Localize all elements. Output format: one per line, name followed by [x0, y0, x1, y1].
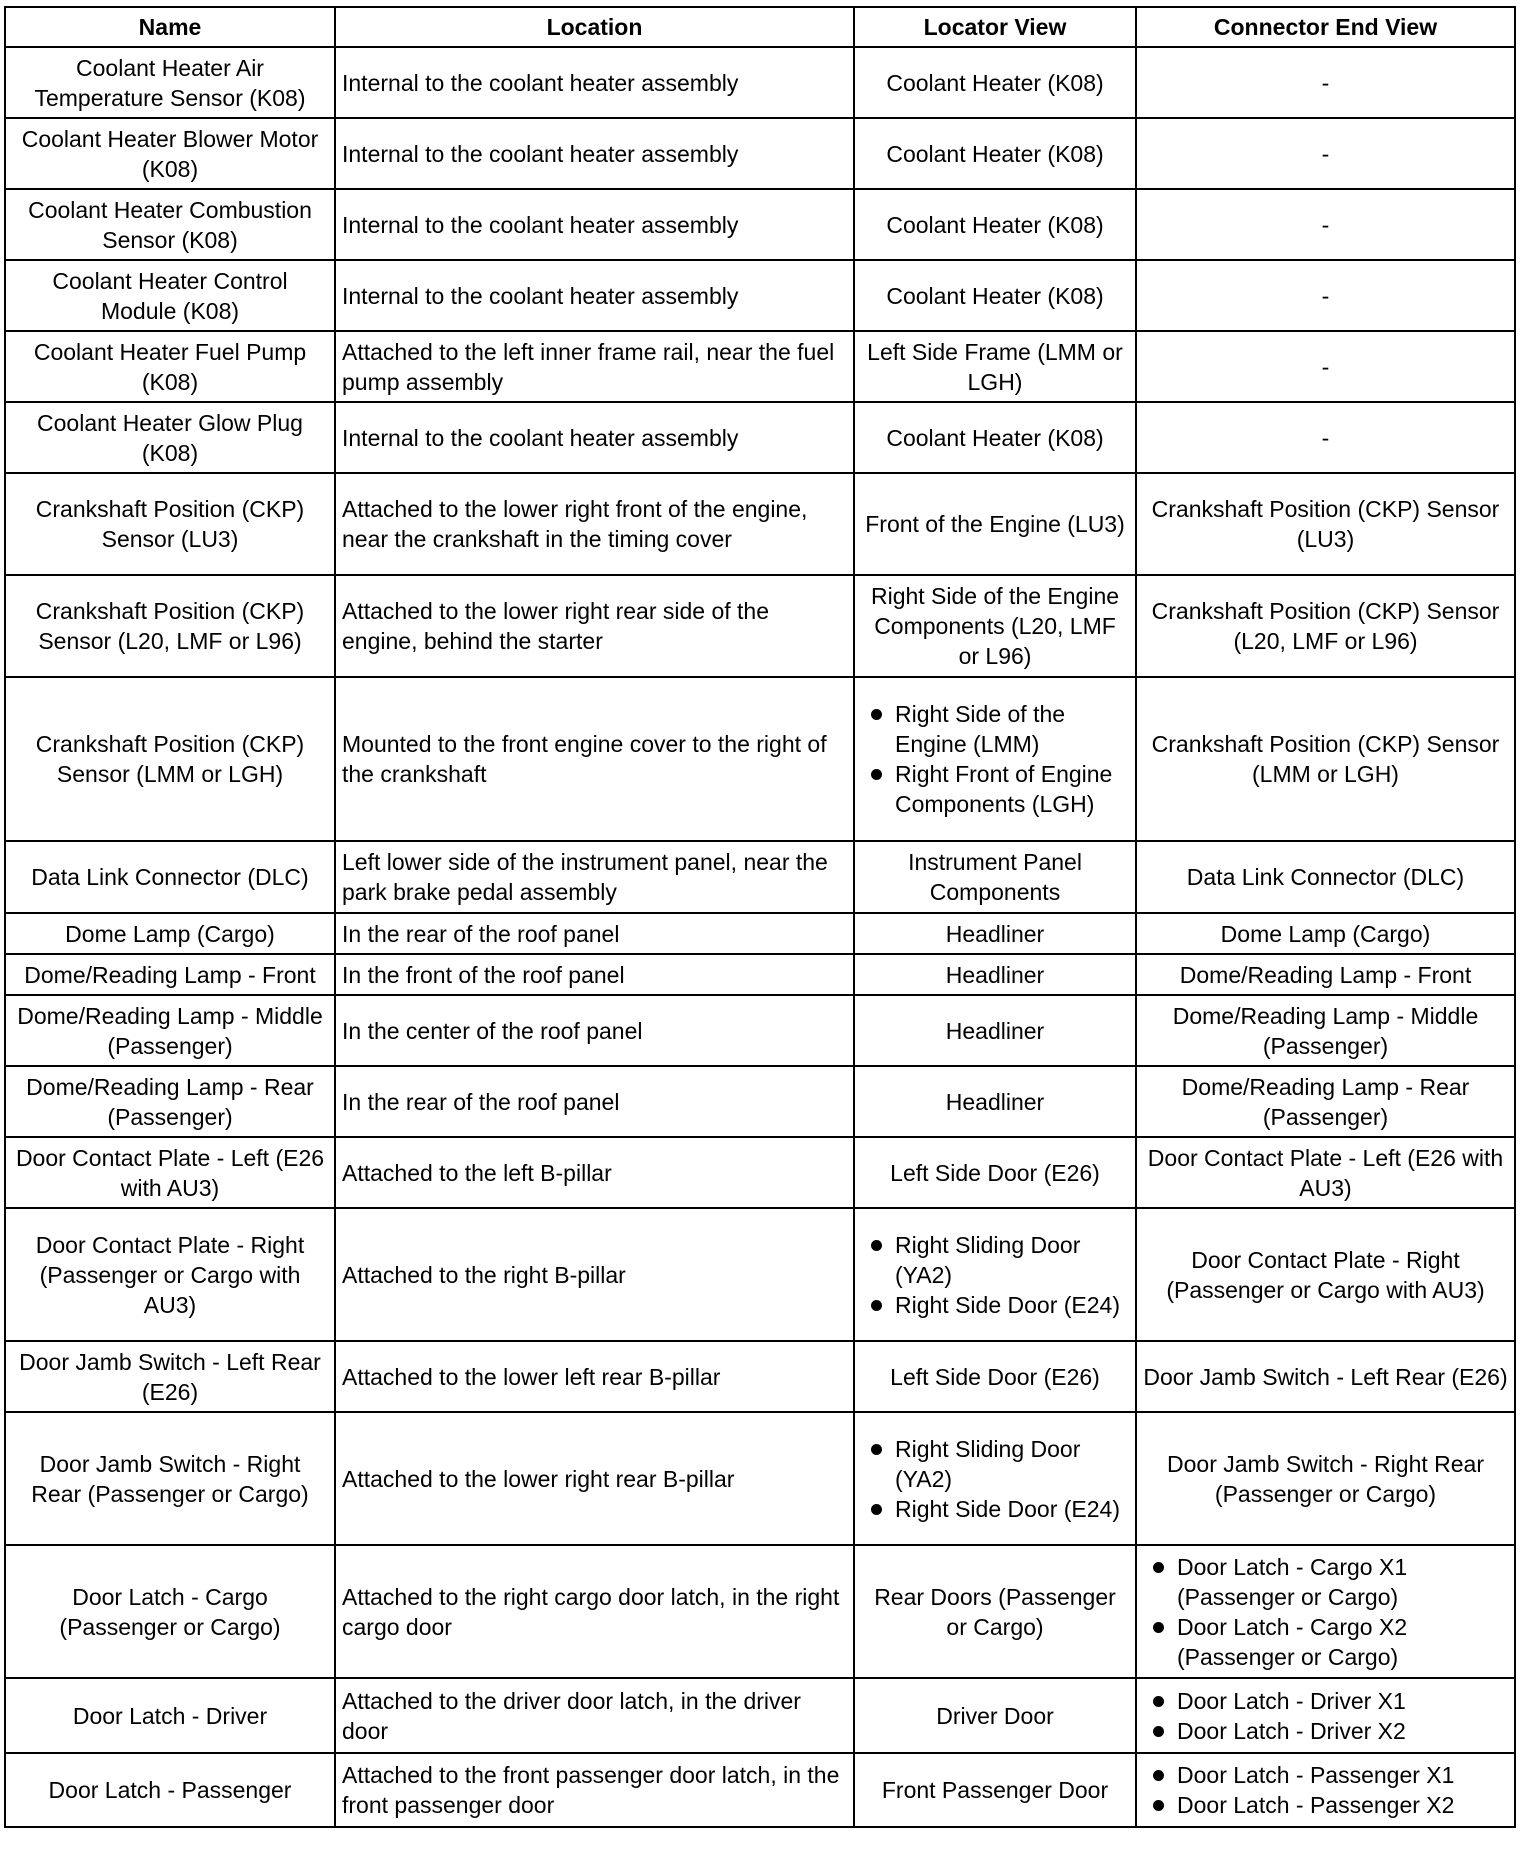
cell-locator-view: Coolant Heater (K08): [854, 402, 1136, 473]
table-row: [5, 402, 1515, 473]
component-locator-table-wrapper: [4, 6, 1514, 1828]
cell-locator-view: Front of the Engine (LU3): [854, 473, 1136, 575]
cell-name: Dome/Reading Lamp - Rear (Passenger): [5, 1066, 335, 1137]
cell-locator-view: Instrument Panel Components: [854, 841, 1136, 913]
cell-locator-view: Coolant Heater (K08): [854, 189, 1136, 260]
connector-end-view-list: [1143, 1552, 1508, 1672]
table-row: [5, 954, 1515, 995]
table-row: [5, 1208, 1515, 1341]
cell-location: Attached to the right cargo door latch, in the right cargo door: [335, 1545, 854, 1678]
cell-name: Crankshaft Position (CKP) Sensor (LMM or LGH): [5, 677, 335, 841]
table-row: [5, 1545, 1515, 1678]
cell-name: Coolant Heater Combustion Sensor (K08): [5, 189, 335, 260]
list-item: Door Latch - Passenger X2: [1143, 1790, 1508, 1820]
cell-connector-end-view: -: [1136, 402, 1515, 473]
table-row: [5, 1066, 1515, 1137]
cell-location: Internal to the coolant heater assembly: [335, 402, 854, 473]
cell-location: In the center of the roof panel: [335, 995, 854, 1066]
connector-end-view-list: [1143, 1686, 1508, 1746]
cell-connector-end-view: Crankshaft Position (CKP) Sensor (L20, LMF or L96): [1136, 575, 1515, 677]
table-row: [5, 995, 1515, 1066]
cell-connector-end-view: Door Jamb Switch - Left Rear (E26): [1136, 1341, 1515, 1412]
header-locator-view: Locator View: [854, 7, 1136, 47]
list-item: Right Front of Engine Components (LGH): [861, 759, 1129, 819]
cell-location: In the rear of the roof panel: [335, 1066, 854, 1137]
table-row: [5, 913, 1515, 954]
table-row: [5, 1678, 1515, 1753]
cell-locator-view: Headliner: [854, 1066, 1136, 1137]
cell-locator-view: Right Side of the Engine Components (L20, LMF or L96): [854, 575, 1136, 677]
cell-connector-end-view: -: [1136, 47, 1515, 118]
cell-connector-end-view: Data Link Connector (DLC): [1136, 841, 1515, 913]
cell-name: Door Jamb Switch - Left Rear (E26): [5, 1341, 335, 1412]
cell-connector-end-view: -: [1136, 118, 1515, 189]
list-item: Right Sliding Door (YA2): [861, 1230, 1129, 1290]
cell-connector-end-view: -: [1136, 189, 1515, 260]
cell-connector-end-view: Dome Lamp (Cargo): [1136, 913, 1515, 954]
cell-name: Door Contact Plate - Right (Passenger or Cargo with AU3): [5, 1208, 335, 1341]
list-item: Right Side of the Engine (LMM): [861, 699, 1129, 759]
cell-name: Coolant Heater Blower Motor (K08): [5, 118, 335, 189]
cell-location: In the front of the roof panel: [335, 954, 854, 995]
locator-view-list: [861, 699, 1129, 819]
table-row: [5, 575, 1515, 677]
cell-locator-view: Front Passenger Door: [854, 1753, 1136, 1827]
header-location: Location: [335, 7, 854, 47]
cell-name: Dome Lamp (Cargo): [5, 913, 335, 954]
locator-view-list: [861, 1434, 1129, 1524]
cell-location: Internal to the coolant heater assembly: [335, 47, 854, 118]
cell-name: Coolant Heater Glow Plug (K08): [5, 402, 335, 473]
list-item: Right Side Door (E24): [861, 1494, 1129, 1524]
cell-location: Attached to the lower left rear B-pillar: [335, 1341, 854, 1412]
locator-view-list: [861, 1230, 1129, 1320]
cell-locator-view: Left Side Door (E26): [854, 1341, 1136, 1412]
list-item: Door Latch - Cargo X2 (Passenger or Cargo): [1143, 1612, 1508, 1672]
cell-locator-view: Left Side Frame (LMM or LGH): [854, 331, 1136, 402]
cell-name: Coolant Heater Air Temperature Sensor (K08): [5, 47, 335, 118]
table-row: [5, 331, 1515, 402]
list-item: Door Latch - Driver X1: [1143, 1686, 1508, 1716]
cell-location: Attached to the front passenger door latch, in the front passenger door: [335, 1753, 854, 1827]
cell-name: Dome/Reading Lamp - Front: [5, 954, 335, 995]
cell-name: Coolant Heater Control Module (K08): [5, 260, 335, 331]
cell-name: Door Jamb Switch - Right Rear (Passenger or Cargo): [5, 1412, 335, 1545]
cell-name: Data Link Connector (DLC): [5, 841, 335, 913]
cell-connector-end-view: -: [1136, 260, 1515, 331]
table-row: [5, 260, 1515, 331]
cell-locator-view: Coolant Heater (K08): [854, 118, 1136, 189]
cell-location: Attached to the right B-pillar: [335, 1208, 854, 1341]
cell-name: Dome/Reading Lamp - Middle (Passenger): [5, 995, 335, 1066]
list-item: Door Latch - Passenger X1: [1143, 1760, 1508, 1790]
cell-locator-view: Headliner: [854, 995, 1136, 1066]
cell-connector-end-view: Dome/Reading Lamp - Front: [1136, 954, 1515, 995]
cell-connector-end-view: Door Contact Plate - Right (Passenger or Cargo with AU3): [1136, 1208, 1515, 1341]
cell-location: Attached to the left B-pillar: [335, 1137, 854, 1208]
list-item: Right Side Door (E24): [861, 1290, 1129, 1320]
cell-locator-view: Headliner: [854, 954, 1136, 995]
table-row: [5, 118, 1515, 189]
cell-locator-view: Left Side Door (E26): [854, 1137, 1136, 1208]
cell-locator-view: [854, 677, 1136, 841]
table-row: [5, 677, 1515, 841]
cell-name: Coolant Heater Fuel Pump (K08): [5, 331, 335, 402]
cell-locator-view: Driver Door: [854, 1678, 1136, 1753]
cell-connector-end-view: Crankshaft Position (CKP) Sensor (LU3): [1136, 473, 1515, 575]
cell-connector-end-view: Dome/Reading Lamp - Rear (Passenger): [1136, 1066, 1515, 1137]
table-row: [5, 1753, 1515, 1827]
header-name: Name: [5, 7, 335, 47]
table-row: [5, 841, 1515, 913]
table-row: [5, 1412, 1515, 1545]
cell-location: Left lower side of the instrument panel, near the park brake pedal assembly: [335, 841, 854, 913]
list-item: Door Latch - Cargo X1 (Passenger or Cargo): [1143, 1552, 1508, 1612]
cell-locator-view: Rear Doors (Passenger or Cargo): [854, 1545, 1136, 1678]
cell-connector-end-view: Dome/Reading Lamp - Middle (Passenger): [1136, 995, 1515, 1066]
cell-location: In the rear of the roof panel: [335, 913, 854, 954]
table-row: [5, 473, 1515, 575]
cell-name: Door Contact Plate - Left (E26 with AU3): [5, 1137, 335, 1208]
table-row: [5, 47, 1515, 118]
cell-connector-end-view: -: [1136, 331, 1515, 402]
cell-location: Attached to the lower right rear side of the engine, behind the starter: [335, 575, 854, 677]
cell-locator-view: [854, 1208, 1136, 1341]
cell-locator-view: Headliner: [854, 913, 1136, 954]
header-connector-end-view: Connector End View: [1136, 7, 1515, 47]
cell-connector-end-view: [1136, 1678, 1515, 1753]
cell-location: Internal to the coolant heater assembly: [335, 189, 854, 260]
cell-name: Door Latch - Cargo (Passenger or Cargo): [5, 1545, 335, 1678]
cell-name: Door Latch - Driver: [5, 1678, 335, 1753]
cell-location: Attached to the lower right rear B-pillar: [335, 1412, 854, 1545]
table-row: [5, 1137, 1515, 1208]
table-row: [5, 1341, 1515, 1412]
cell-connector-end-view: Door Contact Plate - Left (E26 with AU3): [1136, 1137, 1515, 1208]
cell-name: Crankshaft Position (CKP) Sensor (L20, LMF or L96): [5, 575, 335, 677]
list-item: Right Sliding Door (YA2): [861, 1434, 1129, 1494]
cell-connector-end-view: [1136, 1753, 1515, 1827]
cell-connector-end-view: [1136, 1545, 1515, 1678]
cell-location: Internal to the coolant heater assembly: [335, 260, 854, 331]
cell-name: Crankshaft Position (CKP) Sensor (LU3): [5, 473, 335, 575]
cell-connector-end-view: Door Jamb Switch - Right Rear (Passenger or Cargo): [1136, 1412, 1515, 1545]
cell-locator-view: Coolant Heater (K08): [854, 260, 1136, 331]
cell-locator-view: Coolant Heater (K08): [854, 47, 1136, 118]
header-row: [5, 7, 1515, 47]
connector-end-view-list: [1143, 1760, 1508, 1820]
cell-location: Attached to the driver door latch, in the driver door: [335, 1678, 854, 1753]
list-item: Door Latch - Driver X2: [1143, 1716, 1508, 1746]
cell-location: Attached to the lower right front of the engine, near the crankshaft in the timing cover: [335, 473, 854, 575]
table-row: [5, 189, 1515, 260]
cell-name: Door Latch - Passenger: [5, 1753, 335, 1827]
cell-location: Internal to the coolant heater assembly: [335, 118, 854, 189]
cell-connector-end-view: Crankshaft Position (CKP) Sensor (LMM or LGH): [1136, 677, 1515, 841]
cell-location: Mounted to the front engine cover to the right of the crankshaft: [335, 677, 854, 841]
component-locator-table: [4, 6, 1516, 1828]
cell-location: Attached to the left inner frame rail, near the fuel pump assembly: [335, 331, 854, 402]
cell-locator-view: [854, 1412, 1136, 1545]
